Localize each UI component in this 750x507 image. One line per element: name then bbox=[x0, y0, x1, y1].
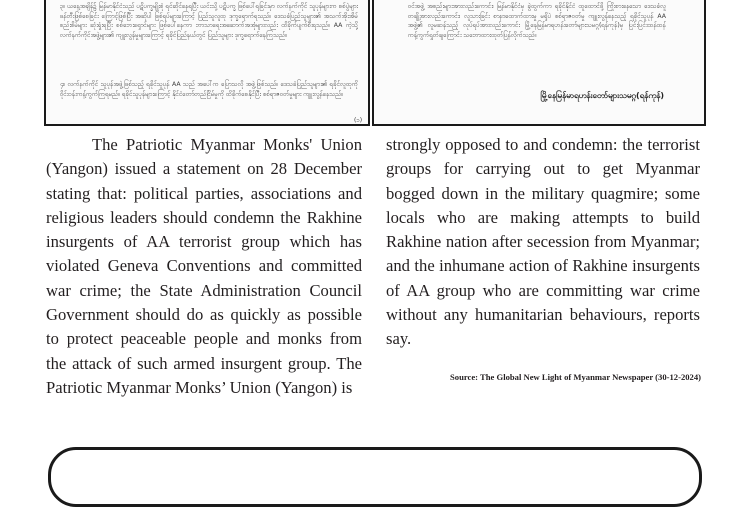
clipping-paragraph-2: ၄။ လက်နက်ကိုင် သူပုန်အဖွဲ့ဖြစ်သည့် ရခိုင်သူပုန် AA သည် အပေါ်က ပြောသလို အဖွဲ့ဖြစ်သည်။ ဒေသခံပြည်သူများ၏ ရခိုင်လူထုကို ဝိုင်းဝန်းကန့်ကွက်ကြရမည်။ ရခိုင်သူပုန်များကြောင့် နိုင်ငံတော်တည်ငြိမ်မှုကို ထိခိုက်စေနိုင်ပြီး စစ်ရာဇဝတ်မှုများ ကျူးလွန်နေသည်။ bbox=[60, 81, 358, 98]
newspaper-clipping-left bbox=[44, 0, 370, 126]
newspaper-clipping-right bbox=[372, 0, 706, 126]
clipping-page-number: (၁) bbox=[354, 117, 363, 124]
next-section-box bbox=[48, 447, 702, 507]
article-source: Source: The Global New Light of Myanmar Newspaper (30-12-2024) bbox=[450, 372, 701, 382]
article-left-column: The Patriotic Myanmar Monks' Union (Yangon) issued a statement on 28 December stating that: political parties, associations and religious leaders should condemn the Rakhine insurgents of AA terrorist group which has violated Geneva Conventions and committed war crime; the State Administration Council Government should do as quickly as possible to protect peaceable people and monks from the attack of such armed insurgent group. The Patriotic Myanmar Monks’ Union (Yangon) is bbox=[46, 135, 362, 397]
clipping-paragraph-1: ၃။ ယနေ့အချိန်၌ မြန်မာနိုင်ငံသည် ပဋိပက္ခမျိုးစုံ ရင်ဆိုင်နေရပြီး ယင်းသို့ ပဋိပက္ခ ဖြစ်ပေါ်ရခြင်းမှာ လက်နက်ကိုင် သူပုန်များက စစ်ပွဲများ ဖန်တီးဖြစ်စေခြင်း ကြောင့်ဖြစ်ပြီး အဆိုပါ ဖြစ်ရပ်များကြောင့် ပြည်သူလူထု ဒုက္ခရောက်ရသည်။ ဒေသခံပြည်သူများ၏ အသက်အိုးအိမ် စည်းစိမ်များ ဆုံးရှုံးရပြီး စစ်ဘေးရှောင်များ ဖြစ်ပေါ်နေကာ ဘာသာရေးအဆောက်အအုံများလည်း ထိခိုက်ပျက်စီးရသည်။ AA ကဲ့သို့ လက်နက်ကိုင်အဖွဲ့များ၏ ကျူးလွန်မှုများကြောင့် ရခိုင်ပြည်နယ်တွင် ပြည်သူများ ဒုက္ခရောက်နေကြသည်။ bbox=[60, 3, 358, 39]
article-right-column: strongly opposed to and condemn: the terrorist groups for carrying out to get Myanmar bogged down in the military quagmire; some locals who are making attempts to build Rakhine nation after secession from Myanmar; and the inhumane action of Rakhine insurgents of AA group who are committing war crime without any humanitarian behaviours, reports say. bbox=[386, 135, 700, 349]
clipping-signature: မြို့နေမြန်မာရဟန်းတော်များသမဂ္ဂ(ရန်ကုန်) bbox=[540, 91, 664, 100]
clipping-paragraph: ဝင်အဖွဲ့ အစည်းများအားလည်းကောင်း၊ မြန်မာနိုင်ငံမှ ခွဲထွက်ကာ ရခိုင်နိုင်ငံ ထူထောင်ဖို့ ကြိုးစားနေသော ဒေသခံလူတချို့အားလည်းကောင်း၊ လူသားခြင်း စာနာထောက်ထားမှု မရှိပဲ စစ်ရာဇဝတ်မှု ကျူးလွန်နေသည့် ရခိုင်သူပုန် AA အဖွဲ့၏ လူမဆန်သည့် လုပ်ရပ်အားလည်းကောင်း မြို့နေမြန်မာရဟန်းတော်များသမဂ္ဂ(ရန်ကုန်)မှ ပြင်းပြင်းထန်ထန် ကန့်ကွက်ရှုတ်ချကြောင်း သဘောထားထုတ်ပြန်လိုက်သည်။ bbox=[408, 3, 666, 39]
